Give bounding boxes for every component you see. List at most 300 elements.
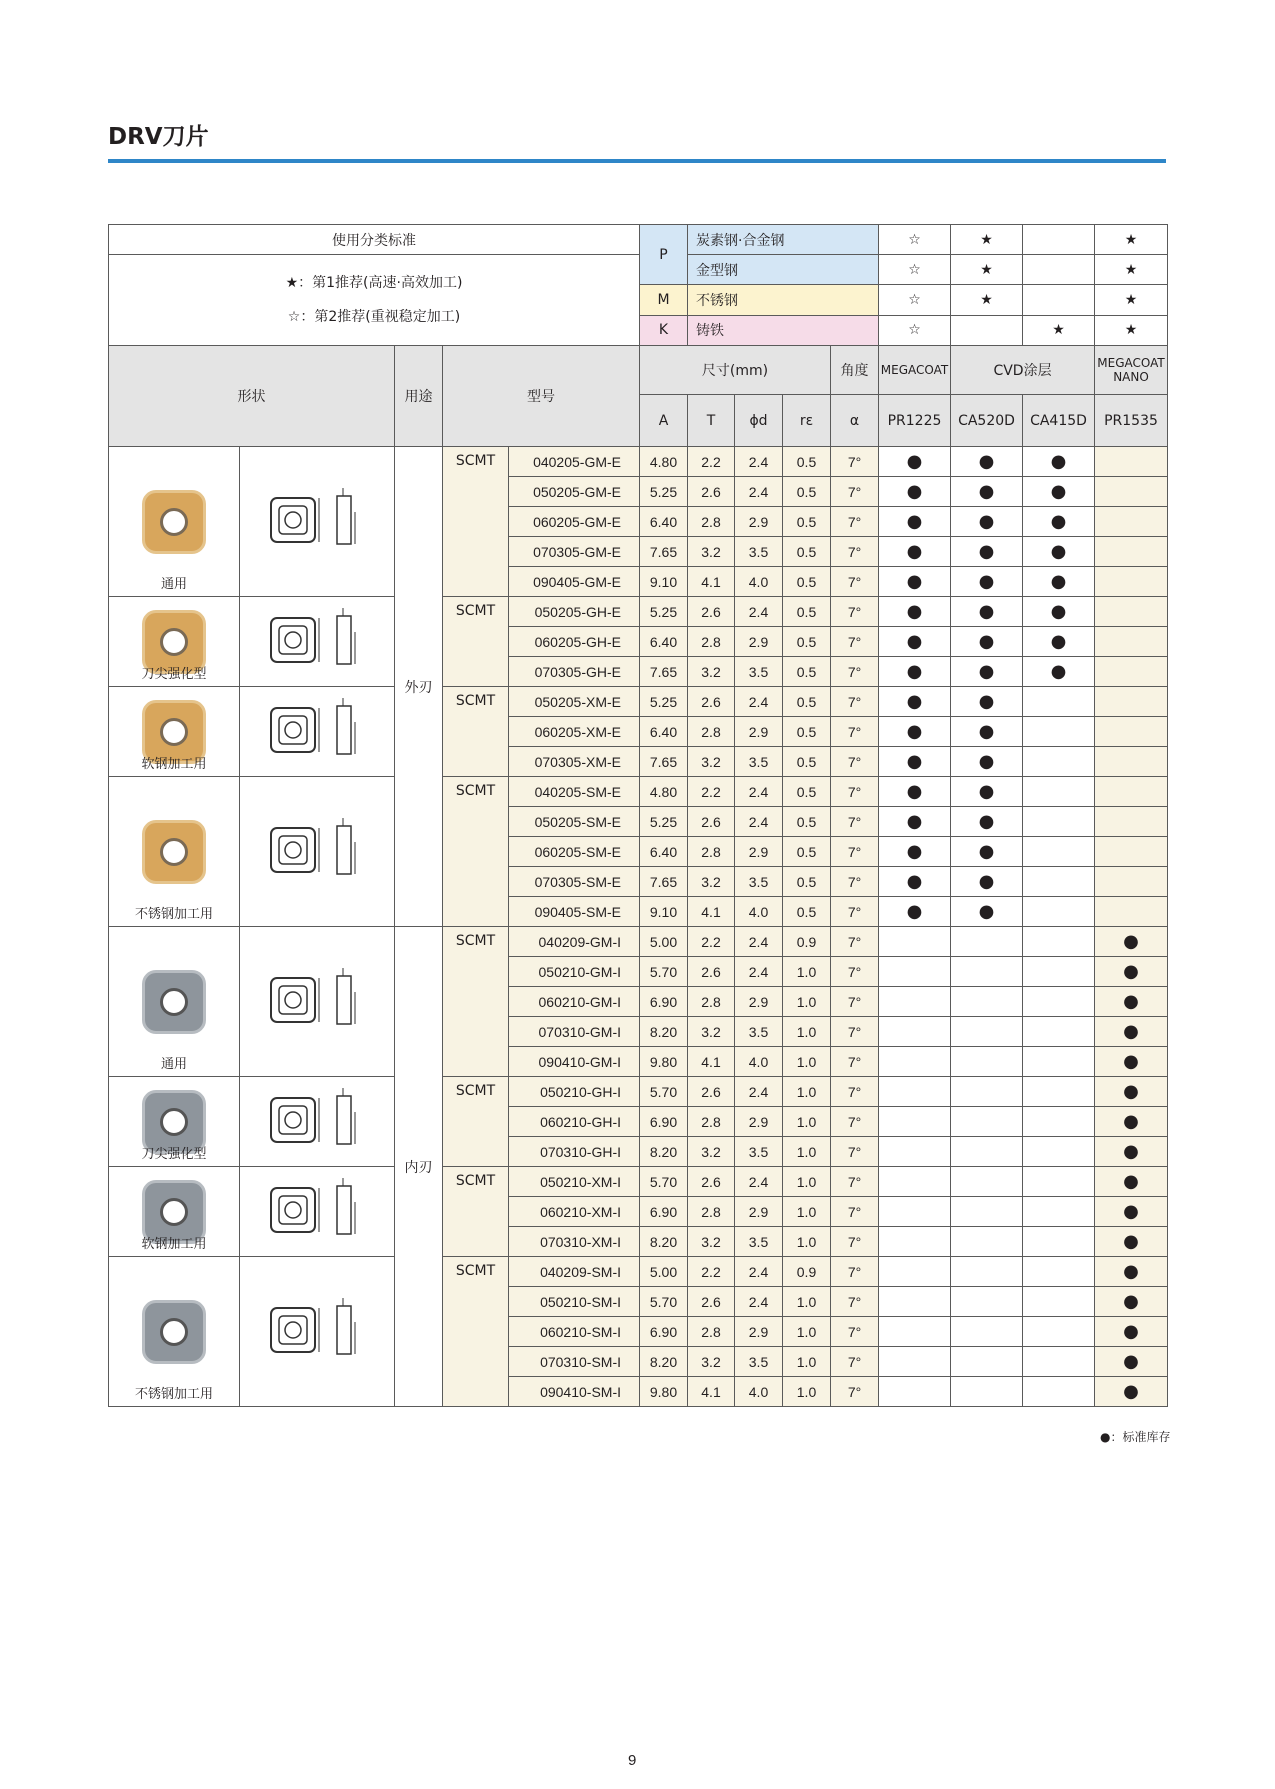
header-grade: PR1225 xyxy=(879,395,951,447)
dim-phid: 2.4 xyxy=(735,597,783,627)
stock-mark xyxy=(951,1197,1023,1227)
mark: ★ xyxy=(951,285,1023,315)
stock-mark xyxy=(1095,537,1168,567)
mark xyxy=(1023,255,1095,285)
dim-T: 2.8 xyxy=(688,1107,735,1137)
shape-label: 刀尖强化型 xyxy=(141,667,207,682)
stock-mark: ● xyxy=(1095,1377,1168,1407)
group-p: P xyxy=(640,225,688,285)
stock-mark: ● xyxy=(1095,1077,1168,1107)
stock-mark: ● xyxy=(879,687,951,717)
insert-photo xyxy=(142,1300,206,1364)
dim-phid: 4.0 xyxy=(735,1047,783,1077)
mark xyxy=(1023,225,1095,255)
insert-hole xyxy=(160,718,188,746)
dim-T: 2.8 xyxy=(688,1317,735,1347)
dim-re: 1.0 xyxy=(783,1347,831,1377)
stock-mark: ● xyxy=(879,507,951,537)
stock-mark: ● xyxy=(1095,1137,1168,1167)
dim-phid: 2.4 xyxy=(735,1257,783,1287)
stock-mark xyxy=(1023,1167,1095,1197)
stock-mark: ● xyxy=(1095,1257,1168,1287)
stock-mark xyxy=(951,1137,1023,1167)
material-name: 不锈钢 xyxy=(688,285,879,315)
stock-mark: ● xyxy=(1095,1197,1168,1227)
angle-alpha: 7° xyxy=(831,1197,879,1227)
dim-T: 2.2 xyxy=(688,1257,735,1287)
stock-mark: ● xyxy=(951,507,1023,537)
stock-mark xyxy=(1095,477,1168,507)
angle-alpha: 7° xyxy=(831,1137,879,1167)
dim-re: 0.5 xyxy=(783,447,831,477)
stock-mark xyxy=(1023,1257,1095,1287)
stock-mark xyxy=(951,987,1023,1017)
mark: ★ xyxy=(1023,315,1095,345)
header-grade: PR1535 xyxy=(1095,395,1168,447)
dim-T: 3.2 xyxy=(688,537,735,567)
stock-mark xyxy=(1023,1137,1095,1167)
dim-re: 1.0 xyxy=(783,1317,831,1347)
stock-mark xyxy=(1023,1017,1095,1047)
angle-alpha: 7° xyxy=(831,897,879,927)
dim-A: 9.80 xyxy=(640,1377,688,1407)
stock-mark xyxy=(879,957,951,987)
dim-re: 0.5 xyxy=(783,687,831,717)
insert-drawing-cell xyxy=(240,687,395,777)
page-number: 9 xyxy=(628,1752,637,1769)
insert-hole xyxy=(160,1108,188,1136)
angle-alpha: 7° xyxy=(831,687,879,717)
dim-A: 6.90 xyxy=(640,987,688,1017)
angle-alpha: 7° xyxy=(831,597,879,627)
dim-A: 5.70 xyxy=(640,1077,688,1107)
use-outer: 外刃 xyxy=(395,447,443,927)
insert-photo-cell xyxy=(109,777,240,927)
header-grade: CA415D xyxy=(1023,395,1095,447)
stock-mark xyxy=(951,1017,1023,1047)
model-number: 040205-SM-E xyxy=(509,777,640,807)
mark: ☆ xyxy=(879,285,951,315)
stock-mark xyxy=(1023,777,1095,807)
table-row xyxy=(109,1167,1168,1197)
angle-alpha: 7° xyxy=(831,1107,879,1137)
model-number: 090405-SM-E xyxy=(509,897,640,927)
angle-alpha: 7° xyxy=(831,837,879,867)
stock-mark: ● xyxy=(879,777,951,807)
dim-phid: 3.5 xyxy=(735,537,783,567)
model-number: 070310-GH-I xyxy=(509,1137,640,1167)
insert-photo xyxy=(142,820,206,884)
header-megacoat: MEGACOAT xyxy=(879,346,951,395)
model-number: 070305-SM-E xyxy=(509,867,640,897)
stock-mark xyxy=(879,1257,951,1287)
angle-alpha: 7° xyxy=(831,537,879,567)
dim-re: 0.5 xyxy=(783,627,831,657)
stock-mark: ● xyxy=(879,447,951,477)
stock-mark: ● xyxy=(951,717,1023,747)
dim-phid: 2.9 xyxy=(735,1317,783,1347)
dim-T: 3.2 xyxy=(688,1017,735,1047)
dim-A: 6.40 xyxy=(640,627,688,657)
dim-A: 5.25 xyxy=(640,477,688,507)
model-number: 040205-GM-E xyxy=(509,447,640,477)
stock-mark xyxy=(879,1227,951,1257)
dim-A: 6.90 xyxy=(640,1107,688,1137)
stock-mark: ● xyxy=(951,747,1023,777)
dim-phid: 2.4 xyxy=(735,807,783,837)
insert-hole xyxy=(160,1198,188,1226)
shape-label: 软钢加工用 xyxy=(141,1237,207,1252)
header-use: 用途 xyxy=(395,346,443,447)
stock-mark xyxy=(951,1107,1023,1137)
angle-alpha: 7° xyxy=(831,867,879,897)
table-row xyxy=(109,1077,1168,1107)
model-number: 040209-GM-I xyxy=(509,927,640,957)
dim-phid: 2.4 xyxy=(735,1077,783,1107)
legend-stars xyxy=(109,255,640,346)
dim-phid: 2.9 xyxy=(735,717,783,747)
dim-re: 1.0 xyxy=(783,957,831,987)
stock-mark xyxy=(1095,747,1168,777)
model-prefix: SCMT xyxy=(443,597,509,687)
header-re: rε xyxy=(783,395,831,447)
model-number: 060210-SM-I xyxy=(509,1317,640,1347)
stock-mark xyxy=(879,1347,951,1377)
dim-T: 2.8 xyxy=(688,717,735,747)
dim-A: 5.25 xyxy=(640,597,688,627)
shape-label: 软钢加工用 xyxy=(141,757,207,772)
insert-photo-cell xyxy=(109,597,240,687)
legend-star1: ★：第1推荐(高速·高效加工) xyxy=(285,275,463,291)
stock-mark xyxy=(951,927,1023,957)
stock-mark xyxy=(1095,777,1168,807)
insert-hole xyxy=(160,988,188,1016)
model-number: 040209-SM-I xyxy=(509,1257,640,1287)
stock-mark: ● xyxy=(879,477,951,507)
dim-phid: 2.4 xyxy=(735,447,783,477)
dim-re: 1.0 xyxy=(783,987,831,1017)
dim-phid: 2.9 xyxy=(735,1197,783,1227)
stock-mark: ● xyxy=(1023,597,1095,627)
dim-A: 6.40 xyxy=(640,837,688,867)
stock-mark xyxy=(951,1167,1023,1197)
dim-re: 0.5 xyxy=(783,897,831,927)
stock-mark: ● xyxy=(879,597,951,627)
angle-alpha: 7° xyxy=(831,1347,879,1377)
stock-mark: ● xyxy=(879,627,951,657)
dim-re: 1.0 xyxy=(783,1047,831,1077)
insert-photo-cell xyxy=(109,927,240,1077)
stock-mark: ● xyxy=(1023,537,1095,567)
header-T: T xyxy=(688,395,735,447)
table-row xyxy=(109,1257,1168,1287)
stock-mark xyxy=(1095,447,1168,477)
insert-drawing xyxy=(257,482,377,562)
dim-phid: 2.9 xyxy=(735,837,783,867)
stock-mark: ● xyxy=(951,687,1023,717)
angle-alpha: 7° xyxy=(831,1287,879,1317)
model-number: 060205-GM-E xyxy=(509,507,640,537)
mark: ☆ xyxy=(879,315,951,345)
dim-re: 0.5 xyxy=(783,807,831,837)
stock-mark: ● xyxy=(951,867,1023,897)
dim-T: 3.2 xyxy=(688,867,735,897)
dim-T: 4.1 xyxy=(688,1047,735,1077)
dim-re: 0.5 xyxy=(783,597,831,627)
stock-mark xyxy=(1023,687,1095,717)
model-number: 050210-GH-I xyxy=(509,1077,640,1107)
angle-alpha: 7° xyxy=(831,957,879,987)
dim-phid: 2.4 xyxy=(735,1287,783,1317)
stock-mark xyxy=(1023,717,1095,747)
insert-drawing xyxy=(257,1082,377,1162)
insert-drawing-cell xyxy=(240,1077,395,1167)
stock-mark xyxy=(1095,867,1168,897)
stock-mark xyxy=(1095,627,1168,657)
dim-re: 1.0 xyxy=(783,1107,831,1137)
stock-mark xyxy=(1023,1077,1095,1107)
dim-phid: 3.5 xyxy=(735,657,783,687)
stock-mark: ● xyxy=(879,897,951,927)
header-phid: ϕd xyxy=(735,395,783,447)
material-name: 铸铁 xyxy=(688,315,879,345)
use-inner: 内刃 xyxy=(395,927,443,1407)
stock-mark: ● xyxy=(1023,477,1095,507)
dim-T: 2.2 xyxy=(688,447,735,477)
dim-T: 2.6 xyxy=(688,1287,735,1317)
dim-A: 6.90 xyxy=(640,1197,688,1227)
stock-mark: ● xyxy=(879,537,951,567)
page-title: DRV刀片 xyxy=(108,124,209,150)
dim-T: 2.6 xyxy=(688,1077,735,1107)
dim-re: 0.5 xyxy=(783,567,831,597)
dim-T: 2.6 xyxy=(688,1167,735,1197)
insert-hole xyxy=(160,838,188,866)
angle-alpha: 7° xyxy=(831,807,879,837)
dim-re: 1.0 xyxy=(783,1137,831,1167)
stock-mark xyxy=(951,1077,1023,1107)
header-model: 型号 xyxy=(443,346,640,447)
header-A: A xyxy=(640,395,688,447)
model-number: 050205-GH-E xyxy=(509,597,640,627)
stock-mark: ● xyxy=(879,657,951,687)
stock-mark: ● xyxy=(1095,1167,1168,1197)
angle-alpha: 7° xyxy=(831,567,879,597)
dim-phid: 2.4 xyxy=(735,477,783,507)
stock-mark xyxy=(879,1077,951,1107)
stock-mark xyxy=(879,1287,951,1317)
model-number: 060210-GH-I xyxy=(509,1107,640,1137)
stock-mark xyxy=(879,1137,951,1167)
angle-alpha: 7° xyxy=(831,627,879,657)
angle-alpha: 7° xyxy=(831,927,879,957)
model-number: 050205-XM-E xyxy=(509,687,640,717)
dim-re: 0.5 xyxy=(783,837,831,867)
dim-A: 5.25 xyxy=(640,807,688,837)
model-number: 050210-SM-I xyxy=(509,1287,640,1317)
stock-mark xyxy=(1095,897,1168,927)
dim-re: 0.5 xyxy=(783,657,831,687)
stock-mark xyxy=(1023,837,1095,867)
model-number: 050210-XM-I xyxy=(509,1167,640,1197)
dim-T: 4.1 xyxy=(688,567,735,597)
stock-mark xyxy=(1095,807,1168,837)
dim-T: 2.8 xyxy=(688,1197,735,1227)
dim-re: 0.5 xyxy=(783,717,831,747)
stock-mark xyxy=(879,1017,951,1047)
model-number: 070305-GM-E xyxy=(509,537,640,567)
dim-phid: 2.4 xyxy=(735,687,783,717)
insert-drawing xyxy=(257,1172,377,1252)
stock-mark xyxy=(1023,807,1095,837)
stock-mark xyxy=(1095,567,1168,597)
mark xyxy=(1023,285,1095,315)
insert-drawing-cell xyxy=(240,777,395,927)
dim-A: 9.80 xyxy=(640,1047,688,1077)
dim-A: 5.70 xyxy=(640,957,688,987)
material-name: 炭素钢·合金钢 xyxy=(688,225,879,255)
angle-alpha: 7° xyxy=(831,1227,879,1257)
stock-mark xyxy=(879,1317,951,1347)
dim-re: 0.5 xyxy=(783,777,831,807)
stock-mark: ● xyxy=(879,747,951,777)
insert-drawing-cell xyxy=(240,1257,395,1407)
dim-phid: 3.5 xyxy=(735,1347,783,1377)
dim-re: 1.0 xyxy=(783,1167,831,1197)
stock-mark: ● xyxy=(951,537,1023,567)
stock-mark: ● xyxy=(879,867,951,897)
angle-alpha: 7° xyxy=(831,1167,879,1197)
model-number: 090405-GM-E xyxy=(509,567,640,597)
dim-phid: 3.5 xyxy=(735,747,783,777)
dim-phid: 2.4 xyxy=(735,927,783,957)
dim-phid: 2.9 xyxy=(735,1107,783,1137)
model-prefix: SCMT xyxy=(443,687,509,777)
dim-re: 1.0 xyxy=(783,1077,831,1107)
dim-phid: 4.0 xyxy=(735,897,783,927)
angle-alpha: 7° xyxy=(831,657,879,687)
stock-mark xyxy=(1095,657,1168,687)
stock-mark xyxy=(1023,1107,1095,1137)
insert-drawing-cell xyxy=(240,447,395,597)
dim-T: 2.2 xyxy=(688,927,735,957)
stock-mark: ● xyxy=(1095,1287,1168,1317)
model-prefix: SCMT xyxy=(443,447,509,597)
material-name: 金型钢 xyxy=(688,255,879,285)
insert-hole xyxy=(160,508,188,536)
model-number: 050205-SM-E xyxy=(509,807,640,837)
mark: ★ xyxy=(951,225,1023,255)
insert-drawing xyxy=(257,602,377,682)
stock-mark: ● xyxy=(879,837,951,867)
stock-mark: ● xyxy=(1095,957,1168,987)
stock-mark: ● xyxy=(951,597,1023,627)
table-row xyxy=(109,687,1168,717)
legend-star2: ☆：第2推荐(重视稳定加工) xyxy=(287,309,461,325)
dim-A: 6.40 xyxy=(640,717,688,747)
table-row xyxy=(109,777,1168,807)
dim-phid: 2.4 xyxy=(735,957,783,987)
legend-header: 使用分类标准 xyxy=(109,225,640,255)
stock-mark: ● xyxy=(879,807,951,837)
stock-note: ●：标准库存 xyxy=(1100,1430,1171,1444)
stock-mark: ● xyxy=(1095,987,1168,1017)
insert-photo-cell xyxy=(109,1257,240,1407)
stock-mark: ● xyxy=(1095,1047,1168,1077)
shape-label: 通用 xyxy=(160,1057,187,1072)
dim-A: 5.25 xyxy=(640,687,688,717)
stock-mark xyxy=(879,1377,951,1407)
angle-alpha: 7° xyxy=(831,747,879,777)
table-row xyxy=(109,927,1168,957)
stock-mark: ● xyxy=(951,657,1023,687)
dim-re: 1.0 xyxy=(783,1227,831,1257)
stock-mark: ● xyxy=(879,567,951,597)
model-number: 070310-SM-I xyxy=(509,1347,640,1377)
angle-alpha: 7° xyxy=(831,1047,879,1077)
insert-drawing xyxy=(257,812,377,892)
stock-mark: ● xyxy=(1023,447,1095,477)
insert-photo-cell xyxy=(109,1077,240,1167)
dim-re: 1.0 xyxy=(783,1377,831,1407)
insert-photo xyxy=(142,490,206,554)
model-number: 090410-GM-I xyxy=(509,1047,640,1077)
dim-re: 0.5 xyxy=(783,477,831,507)
stock-mark: ● xyxy=(1095,927,1168,957)
angle-alpha: 7° xyxy=(831,987,879,1017)
stock-mark xyxy=(951,1377,1023,1407)
model-number: 070305-XM-E xyxy=(509,747,640,777)
stock-mark: ● xyxy=(1023,627,1095,657)
stock-mark xyxy=(951,957,1023,987)
dim-A: 5.70 xyxy=(640,1167,688,1197)
dim-re: 0.5 xyxy=(783,507,831,537)
insert-drawing xyxy=(257,962,377,1042)
stock-mark: ● xyxy=(1095,1107,1168,1137)
stock-mark xyxy=(1023,1287,1095,1317)
dim-re: 0.5 xyxy=(783,747,831,777)
stock-mark xyxy=(1023,867,1095,897)
stock-mark: ● xyxy=(951,807,1023,837)
dim-T: 3.2 xyxy=(688,1347,735,1377)
stock-mark xyxy=(1095,717,1168,747)
shape-label: 通用 xyxy=(160,577,187,592)
dim-re: 0.5 xyxy=(783,537,831,567)
dim-phid: 3.5 xyxy=(735,1017,783,1047)
angle-alpha: 7° xyxy=(831,717,879,747)
angle-alpha: 7° xyxy=(831,447,879,477)
model-number: 070310-GM-I xyxy=(509,1017,640,1047)
stock-mark: ● xyxy=(951,897,1023,927)
insert-drawing-cell xyxy=(240,1167,395,1257)
insert-drawing-cell xyxy=(240,927,395,1077)
insert-hole xyxy=(160,1318,188,1346)
stock-mark xyxy=(951,1257,1023,1287)
dim-re: 1.0 xyxy=(783,1017,831,1047)
dim-T: 3.2 xyxy=(688,1137,735,1167)
dim-T: 2.2 xyxy=(688,777,735,807)
stock-mark: ● xyxy=(951,447,1023,477)
stock-mark xyxy=(879,927,951,957)
model-number: 060210-XM-I xyxy=(509,1197,640,1227)
dim-re: 0.5 xyxy=(783,867,831,897)
model-number: 050205-GM-E xyxy=(509,477,640,507)
stock-mark xyxy=(951,1287,1023,1317)
dim-phid: 3.5 xyxy=(735,867,783,897)
dim-T: 2.6 xyxy=(688,477,735,507)
stock-mark xyxy=(1023,1317,1095,1347)
model-number: 070305-GH-E xyxy=(509,657,640,687)
